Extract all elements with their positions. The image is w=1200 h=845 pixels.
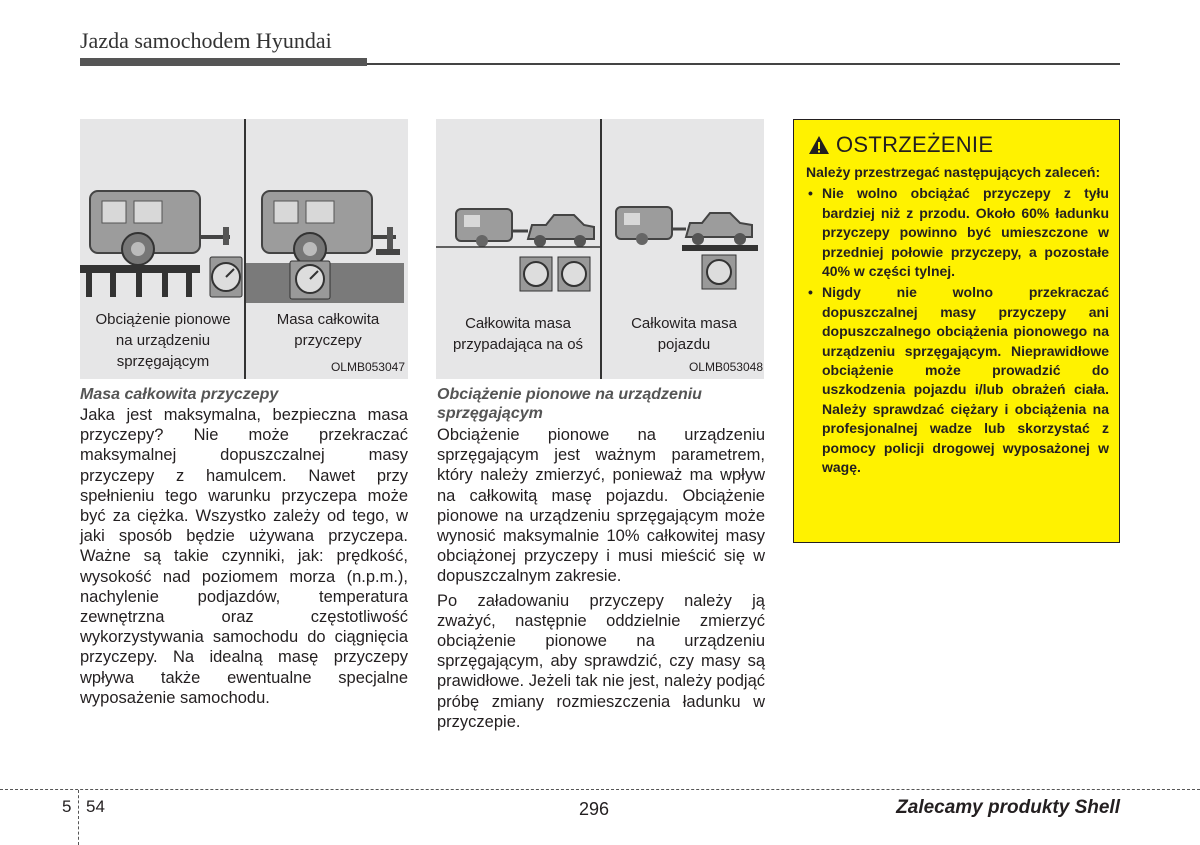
section-heading-tongue-weight: Obciążenie pionowe na urządzeniu sprzęgającym: [437, 386, 702, 422]
figure-tongue-weight: [80, 119, 408, 379]
header-bar: [80, 58, 367, 66]
warning-icon: [808, 135, 830, 155]
figure-axle-weight: [436, 119, 764, 379]
page-stamp-number: 296: [579, 799, 610, 819]
tongue-weight-paragraph-1: Obciążenie pionowe na urządzeniu sprzęgającym jest ważnym parametrem, który należy zmierzyć, ponieważ ma wpływ na całkowitą masę pojazdu. Obciążenie pionowe na urządzeniu sprzęgającym może wynosić maksymalnie 10% całkowitej masy obciążonej przyczepy i musi mieścić się w dopuszczalnym zakresie.: [437, 426, 765, 586]
trailer-total-weight-illustration: [246, 179, 408, 309]
tongue-weight-paragraph-2: Po załadowaniu przyczepy należy ją zważyć, następnie oddzielnie zmierzyć obciążenie pionowe na urządzeniu sprzęgającym, aby sprawdzić, czy masy są prawidłowe. Jeżeli tak nie jest, należy podjąć próbę zmiany rozmieszczenia ładunku w przyczepie.: [437, 591, 765, 731]
footer-divider: [78, 790, 79, 845]
warning-item: • Nie wolno obciążać przyczepy z tyłu bardziej niż z przodu. Około 60% ładunku przyczepy powinno być umieszczone w przedniej połowie przyczepy, a pozostałe 40% w części tylnej.: [806, 184, 1109, 281]
warning-body: [806, 163, 1109, 480]
page-number: 54: [86, 797, 105, 816]
figure1-left-caption: Obciążenie pionowe na urządzeniu sprzęgającym: [95, 311, 231, 370]
warning-list: [806, 184, 1109, 477]
figure2-code: OLMB053048: [688, 360, 763, 374]
warning-item: • Nigdy nie wolno przekraczać dopuszczalnej masy przyczepy ani dopuszczalnego obciążenia pionowego na urządzeniu sprzęgającym. Nieprawidłowe obciążenie może prowadzić do uszkodzenia pojazdu i/lub obrażeń ciała. Należy sprawdzać ciężary i obciążenia na profesjonalnej wadze lub skorzystać z pomocy policji drogowej wyposażonej w wagę.: [806, 283, 1109, 477]
chapter-number: 5: [62, 797, 72, 816]
section-heading-trailer-weight: Masa całkowita przyczepy: [80, 386, 279, 403]
figure1-code: OLMB053047: [330, 360, 405, 374]
figure1-right-caption: Masa całkowita przyczepy: [276, 311, 380, 349]
total-vehicle-weight-illustration: [602, 199, 764, 299]
section-body-trailer-weight: Jaka jest maksymalna, bezpieczna masa przyczepy? Nie może przekraczać maksymalnej dopuszczalnej masy przyczepy z hamulcem. Nawet przy spełnieniu tego warunku przyczepa może być za ciężka. Wszystko zależy od tego, w jaki sposób będzie używana przyczepa. Ważne są takie czynniki, jak: prędkość, wysokość nad poziomem morza (n.p.m.), nachylenie podjazdów, temperatura zewnętrzna oraz częstotliwość wykorzystywania samochodu do ciągnięcia przyczepy. Na idealną masę przyczepy wpływa także ewentualne specjalne wyposażenie samochodu.: [80, 406, 408, 707]
header-rule: [367, 63, 1120, 65]
warning-title: OSTRZEŻENIE: [836, 132, 994, 157]
trailer-on-scale-illustration: [80, 179, 244, 309]
section-body-tongue-weight: [437, 425, 765, 736]
warning-intro: Należy przestrzegać następujących zaleceń:: [806, 164, 1101, 180]
warning-box: [793, 119, 1120, 543]
running-header: Jazda samochodem Hyundai: [80, 28, 332, 53]
warning-header: [808, 132, 993, 158]
axle-weight-illustration: [436, 199, 600, 299]
footer-rule: [0, 789, 1200, 790]
footer-brand-text: Zalecamy produkty Shell: [896, 797, 1120, 818]
figure2-right-caption: Całkowita masa pojazdu: [631, 315, 737, 353]
figure2-left-caption: Całkowita masa przypadająca na oś: [452, 315, 584, 353]
